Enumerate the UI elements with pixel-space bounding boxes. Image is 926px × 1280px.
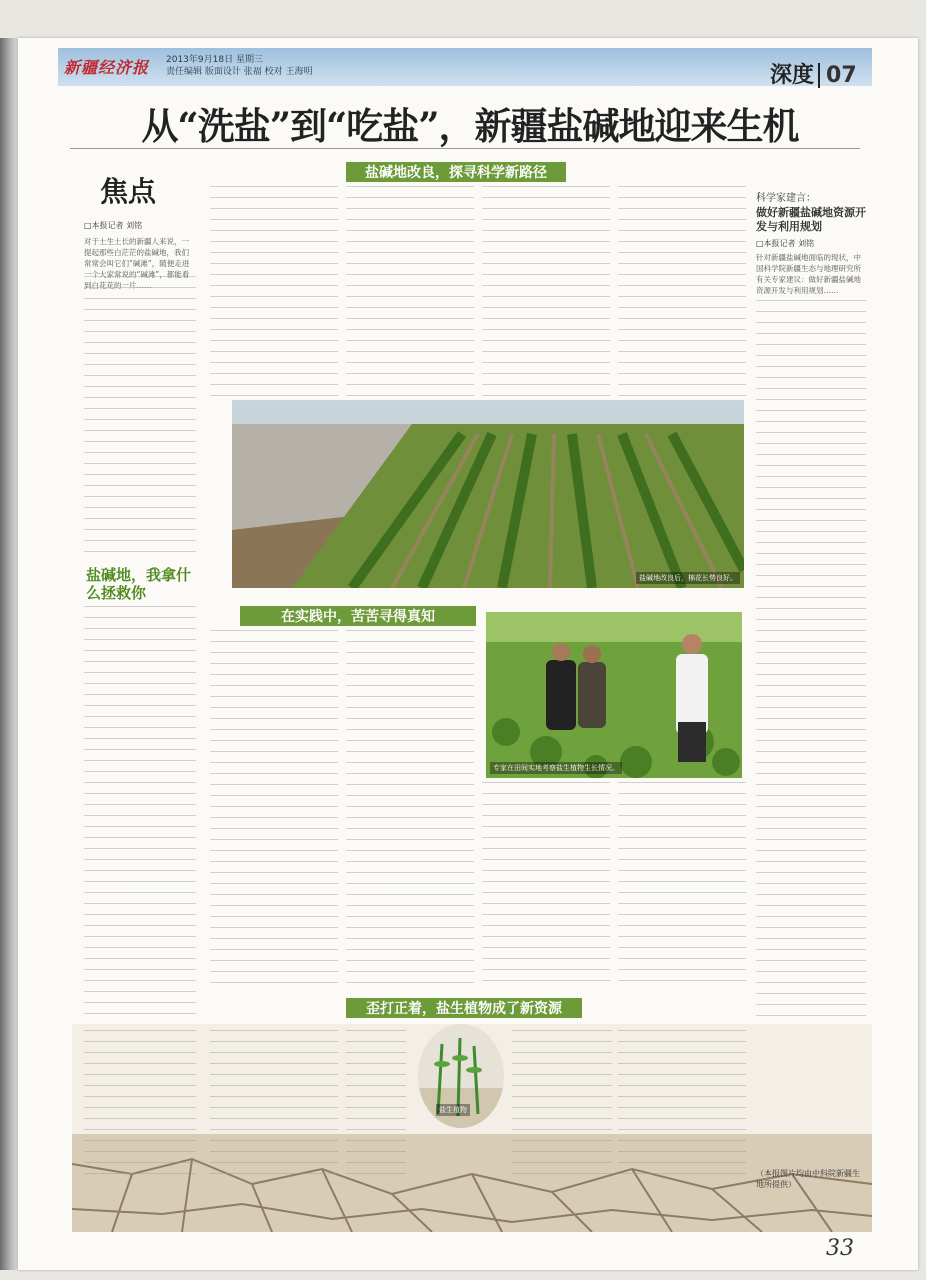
byline-side: □本报记者 刘铭 bbox=[756, 239, 815, 248]
photo-experts bbox=[486, 612, 742, 778]
field-illustration bbox=[232, 400, 744, 588]
intro-text: 对于土生土长的新疆人来说，一提起那些白茫茫的盐碱地，我们常常会叫它们“碱滩”，随便走进一个大家常说的“碱滩”，都能看到白花花的一片…… bbox=[84, 237, 190, 290]
sidebar-kicker: 科学家建言： bbox=[756, 193, 816, 204]
resource-column-2 bbox=[210, 1030, 338, 1180]
page-no: 07 bbox=[818, 63, 857, 88]
text-column-2 bbox=[210, 186, 338, 400]
text-column-3 bbox=[346, 186, 474, 400]
headline-rule bbox=[70, 148, 860, 149]
photo-field-caption: 盐碱地改良后，棉花长势良好。 bbox=[636, 572, 740, 584]
practice-column-4 bbox=[618, 782, 746, 990]
intro-column-lines bbox=[84, 276, 196, 558]
section-label bbox=[770, 58, 857, 89]
photo-field bbox=[232, 400, 744, 588]
banner-reform: 盐碱地改良，探寻科学新路径 bbox=[346, 162, 566, 182]
experts-illustration bbox=[486, 612, 742, 778]
sidebar-text: 针对新疆盐碱地面临的现状，中国科学院新疆生态与地理研究所有关专家建议：做好新疆盐碱地资源开发与利用规划…… bbox=[756, 253, 861, 295]
headline: 从“洗盐”到“吃盐”，新疆盐碱地迎来生机 bbox=[141, 104, 799, 148]
masthead: 新疆经济报 bbox=[64, 58, 150, 77]
photo-halophyte-caption: 盐生植物 bbox=[436, 1104, 470, 1116]
focus-label: 焦点 bbox=[100, 175, 157, 208]
practice-column-1 bbox=[210, 630, 338, 990]
resource-column-4 bbox=[512, 1030, 612, 1180]
footer-note: （本报图片均由中科院新疆生地所提供） bbox=[756, 1169, 860, 1189]
sidebar-heading bbox=[756, 192, 866, 234]
text-column-5 bbox=[618, 186, 746, 400]
banner-practice: 在实践中，苦苦寻得真知 bbox=[240, 606, 476, 626]
photo-halophyte bbox=[418, 1024, 504, 1128]
left-subhead: 盐碱地，我拿什么拯救你 bbox=[86, 566, 192, 602]
dateline bbox=[166, 54, 312, 78]
practice-column-2 bbox=[346, 630, 474, 990]
banner-resource: 歪打正着，盐生植物成了新资源 bbox=[346, 998, 582, 1018]
left-column-lines bbox=[84, 606, 196, 1026]
focus-mark bbox=[100, 170, 156, 210]
practice-column-3 bbox=[482, 782, 610, 990]
dateline-editors: 责任编辑 版面设计 张福 校对 王海明 bbox=[166, 67, 313, 77]
page-edge-shadow bbox=[0, 38, 18, 1270]
section-name: 深度 bbox=[770, 63, 815, 88]
dateline-date: 2013年9月18日 星期三 bbox=[166, 55, 263, 65]
sidebar-title: 做好新疆盐碱地资源开发与利用规划 bbox=[756, 206, 866, 233]
resource-column-5 bbox=[618, 1030, 746, 1180]
byline-main: □本报记者 刘铭 bbox=[84, 221, 143, 230]
sidebar-intro bbox=[756, 252, 866, 296]
photo-experts-caption: 专家在田间实地考察盐生植物生长情况。 bbox=[490, 762, 622, 774]
sidebar-column-lines bbox=[756, 300, 866, 1022]
resource-column-1 bbox=[84, 1030, 196, 1180]
text-column-4 bbox=[482, 186, 610, 400]
resource-column-3 bbox=[346, 1030, 406, 1180]
page-number: 33 bbox=[826, 1236, 854, 1261]
